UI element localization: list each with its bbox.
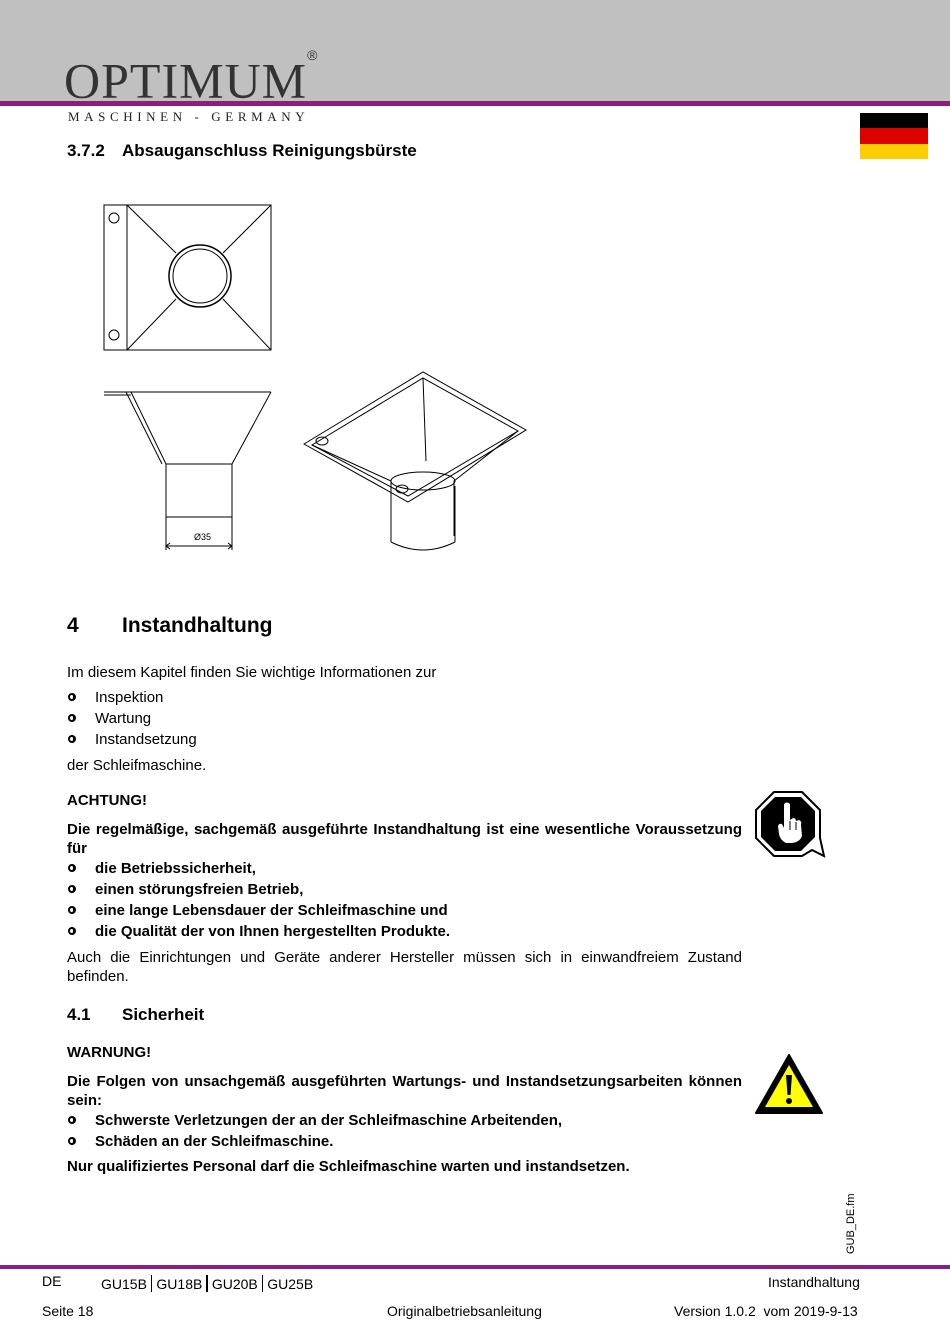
warning-triangle-icon [754,1053,824,1115]
list-item: Schwerste Verletzungen der an der Schleifmaschine Arbeitenden, [67,1110,562,1131]
footer-language: DE [42,1273,62,1289]
section-heading-3-7-2: 3.7.2 Absauganschluss Reinigungsbürste [67,141,417,160]
achtung-text: Die regelmäßige, sachgemäß ausgeführte Instandhaltung ist eine wesentliche Voraussetzung für [67,821,742,857]
list-item: einen störungsfreien Betrieb, [67,879,450,900]
intro-text: Im diesem Kapitel finden Sie wichtige Informationen zur [67,664,437,681]
footer-chapter: Instandhaltung [768,1274,860,1290]
footer-models: GU15B GU18B GU20B GU25B [101,1276,314,1292]
list-item: Inspektion [67,687,197,708]
outro-text: der Schleifmaschine. [67,757,207,774]
suction-connector-drawing [96,196,536,561]
list-item: die Betriebssicherheit, [67,858,450,879]
warnung-text: Die Folgen von unsachgemäß ausgeführten Wartungs- und Instandsetzungsarbeiten können sein: [67,1073,742,1109]
optimum-logo: OPTIMUM® [64,47,319,109]
footer-page-number: Seite 18 [42,1303,94,1319]
intro-bullet-list [67,687,197,750]
footer-version: Version 1.0.2 vom 2019-9-13 [674,1303,858,1319]
logo-subtitle: MASCHINEN - GERMANY [68,109,310,124]
achtung-bullet-list [67,858,450,942]
achtung-label: ACHTUNG! [67,792,147,809]
list-item: die Qualität der von Ihnen hergestellten Produkte. [67,921,450,942]
footer-divider [0,1265,950,1269]
section-heading-4: 4 Instandhaltung [67,614,273,637]
section-heading-4-1: 4.1 Sicherheit [67,1005,205,1024]
list-item: eine lange Lebensdauer der Schleifmaschine und [67,900,450,921]
file-name-label: GUB_DE.fm [845,1193,857,1254]
closing-text: Auch die Einrichtungen und Geräte anderer Hersteller müssen sich in einwandfreiem Zustand befinden. [67,949,742,985]
footer-document-type: Originalbetriebsanleitung [387,1303,542,1319]
list-item: Schäden an der Schleifmaschine. [67,1131,562,1152]
dimension-label: Ø35 [194,532,212,542]
final-text: Nur qualifiziertes Personal darf die Schleifmaschine warten und instandsetzen. [67,1158,630,1175]
warnung-bullet-list [67,1110,562,1152]
german-flag-icon [860,113,928,159]
pointing-hand-icon [754,790,826,860]
list-item: Instandsetzung [67,729,197,750]
list-item: Wartung [67,708,197,729]
warnung-label: WARNUNG! [67,1044,152,1061]
